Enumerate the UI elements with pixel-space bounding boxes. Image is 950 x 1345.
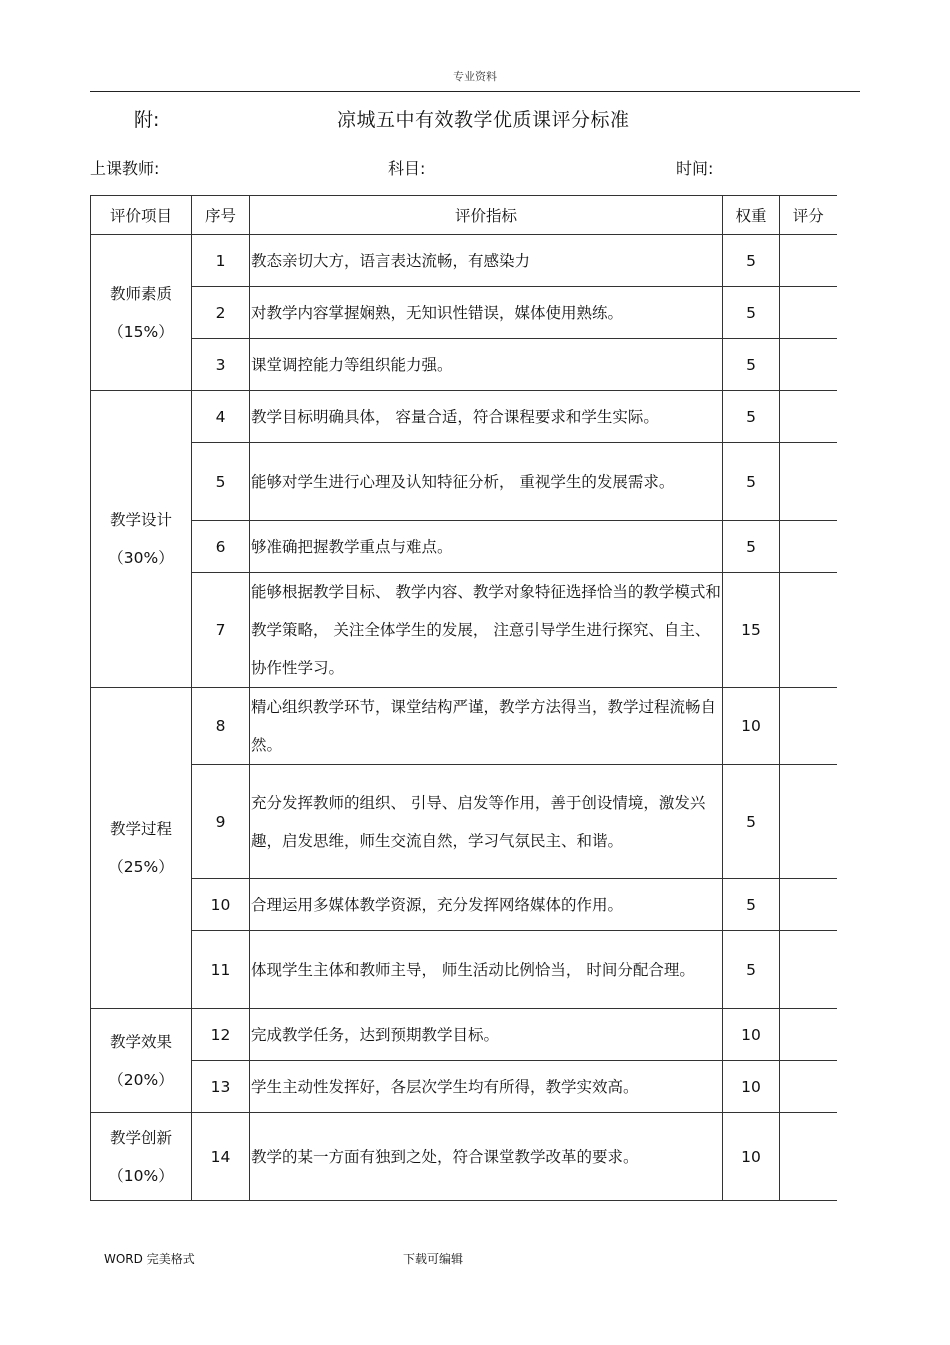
category-percent: （15%） (108, 322, 174, 341)
row-number: 4 (192, 391, 250, 443)
header-score: 评分 (780, 196, 837, 235)
row-number: 7 (192, 573, 250, 688)
teacher-label: 上课教师: (90, 159, 160, 178)
subject-label: 科目: (388, 159, 426, 178)
row-number: 13 (192, 1061, 250, 1113)
row-number: 8 (192, 688, 250, 765)
table-row (91, 1061, 837, 1113)
weight-value: 5 (723, 287, 780, 339)
row-number: 1 (192, 235, 250, 287)
category-cell (91, 688, 192, 1009)
indicator-text: 教态亲切大方，语言表达流畅，有感染力 (250, 235, 723, 287)
table-row (91, 235, 837, 287)
weight-value: 15 (723, 573, 780, 688)
row-number: 9 (192, 765, 250, 879)
time-label: 时间: (676, 159, 714, 178)
weight-value: 10 (723, 1009, 780, 1061)
header-rule (90, 91, 860, 92)
table-row (91, 287, 837, 339)
table-row (91, 443, 837, 521)
indicator-text: 学生主动性发挥好，各层次学生均有所得，教学实效高。 (250, 1061, 723, 1113)
row-number: 2 (192, 287, 250, 339)
score-cell[interactable] (780, 1009, 837, 1061)
score-cell[interactable] (780, 443, 837, 521)
category-name: 教学效果 (109, 1032, 172, 1051)
table-row (91, 931, 837, 1009)
table-header-row (91, 196, 837, 235)
indicator-text: 能够对学生进行心理及认知特征分析， 重视学生的发展需求。 (250, 443, 723, 521)
score-cell[interactable] (780, 235, 837, 287)
header-number: 序号 (192, 196, 250, 235)
category-cell (91, 235, 192, 391)
table-row (91, 1113, 837, 1201)
header-category: 评价项目 (91, 196, 192, 235)
weight-value: 5 (723, 931, 780, 1009)
row-number: 11 (192, 931, 250, 1009)
indicator-text: 体现学生主体和教师主导， 师生活动比例恰当， 时间分配合理。 (250, 931, 723, 1009)
category-cell (91, 391, 192, 688)
header-indicator: 评价指标 (250, 196, 723, 235)
table-row (91, 1009, 837, 1061)
page-header-text: 专业资料 (453, 70, 497, 83)
indicator-text: 充分发挥教师的组织、 引导、启发等作用，善于创设情境，激发兴趣，启发思维，师生交流自然，学习气氛民主、和谐。 (250, 765, 723, 879)
score-cell[interactable] (780, 287, 837, 339)
score-cell[interactable] (780, 339, 837, 391)
weight-value: 5 (723, 443, 780, 521)
weight-value: 5 (723, 879, 780, 931)
score-cell[interactable] (780, 573, 837, 688)
indicator-text: 对教学内容掌握娴熟，无知识性错误，媒体使用熟练。 (250, 287, 723, 339)
footer-right-text: 下载可编辑 (403, 1252, 464, 1266)
table-row (91, 879, 837, 931)
indicator-text: 够准确把握教学重点与难点。 (250, 521, 723, 573)
score-cell[interactable] (780, 688, 837, 765)
score-cell[interactable] (780, 931, 837, 1009)
score-cell[interactable] (780, 391, 837, 443)
category-name: 教师素质 (109, 284, 172, 303)
weight-value: 10 (723, 688, 780, 765)
row-number: 12 (192, 1009, 250, 1061)
table-row (91, 391, 837, 443)
weight-value: 5 (723, 521, 780, 573)
score-cell[interactable] (780, 879, 837, 931)
weight-value: 5 (723, 391, 780, 443)
score-cell[interactable] (780, 765, 837, 879)
row-number: 3 (192, 339, 250, 391)
row-number: 14 (192, 1113, 250, 1201)
table-row (91, 688, 837, 765)
footer-left-text: WORD 完美格式 (104, 1252, 195, 1266)
category-percent: （10%） (108, 1166, 174, 1185)
indicator-text: 课堂调控能力等组织能力强。 (250, 339, 723, 391)
scoring-table (90, 195, 837, 1201)
category-name: 教学设计 (109, 511, 172, 529)
category-name: 教学创新 (109, 1128, 172, 1147)
document-title: 凉城五中有效教学优质课评分标准 (337, 109, 630, 131)
table-row (91, 573, 837, 688)
appendix-label: 附: (134, 109, 160, 131)
score-cell[interactable] (780, 1113, 837, 1201)
row-number: 6 (192, 521, 250, 573)
category-percent: （25%） (108, 858, 174, 876)
weight-value: 5 (723, 339, 780, 391)
category-percent: （30%） (108, 549, 174, 567)
score-cell[interactable] (780, 1061, 837, 1113)
category-cell (91, 1009, 192, 1113)
table-row (91, 521, 837, 573)
category-cell (91, 1113, 192, 1201)
indicator-text: 教学目标明确具体， 容量合适，符合课程要求和学生实际。 (250, 391, 723, 443)
weight-value: 10 (723, 1113, 780, 1201)
indicator-text: 教学的某一方面有独到之处，符合课堂教学改革的要求。 (250, 1113, 723, 1201)
indicator-text: 能够根据教学目标、 教学内容、教学对象特征选择恰当的教学模式和教学策略， 关注全体学生的发展， 注意引导学生进行探究、自主、协作性学习。 (250, 573, 723, 688)
weight-value: 10 (723, 1061, 780, 1113)
weight-value: 5 (723, 765, 780, 879)
header-weight: 权重 (723, 196, 780, 235)
table-row (91, 339, 837, 391)
category-name: 教学过程 (109, 820, 172, 838)
indicator-text: 精心组织教学环节，课堂结构严谨，教学方法得当，教学过程流畅自然。 (250, 688, 723, 765)
table-row (91, 765, 837, 879)
indicator-text: 完成教学任务，达到预期教学目标。 (250, 1009, 723, 1061)
score-cell[interactable] (780, 521, 837, 573)
category-percent: （20%） (108, 1070, 174, 1089)
weight-value: 5 (723, 235, 780, 287)
indicator-text: 合理运用多媒体教学资源，充分发挥网络媒体的作用。 (250, 879, 723, 931)
row-number: 5 (192, 443, 250, 521)
row-number: 10 (192, 879, 250, 931)
